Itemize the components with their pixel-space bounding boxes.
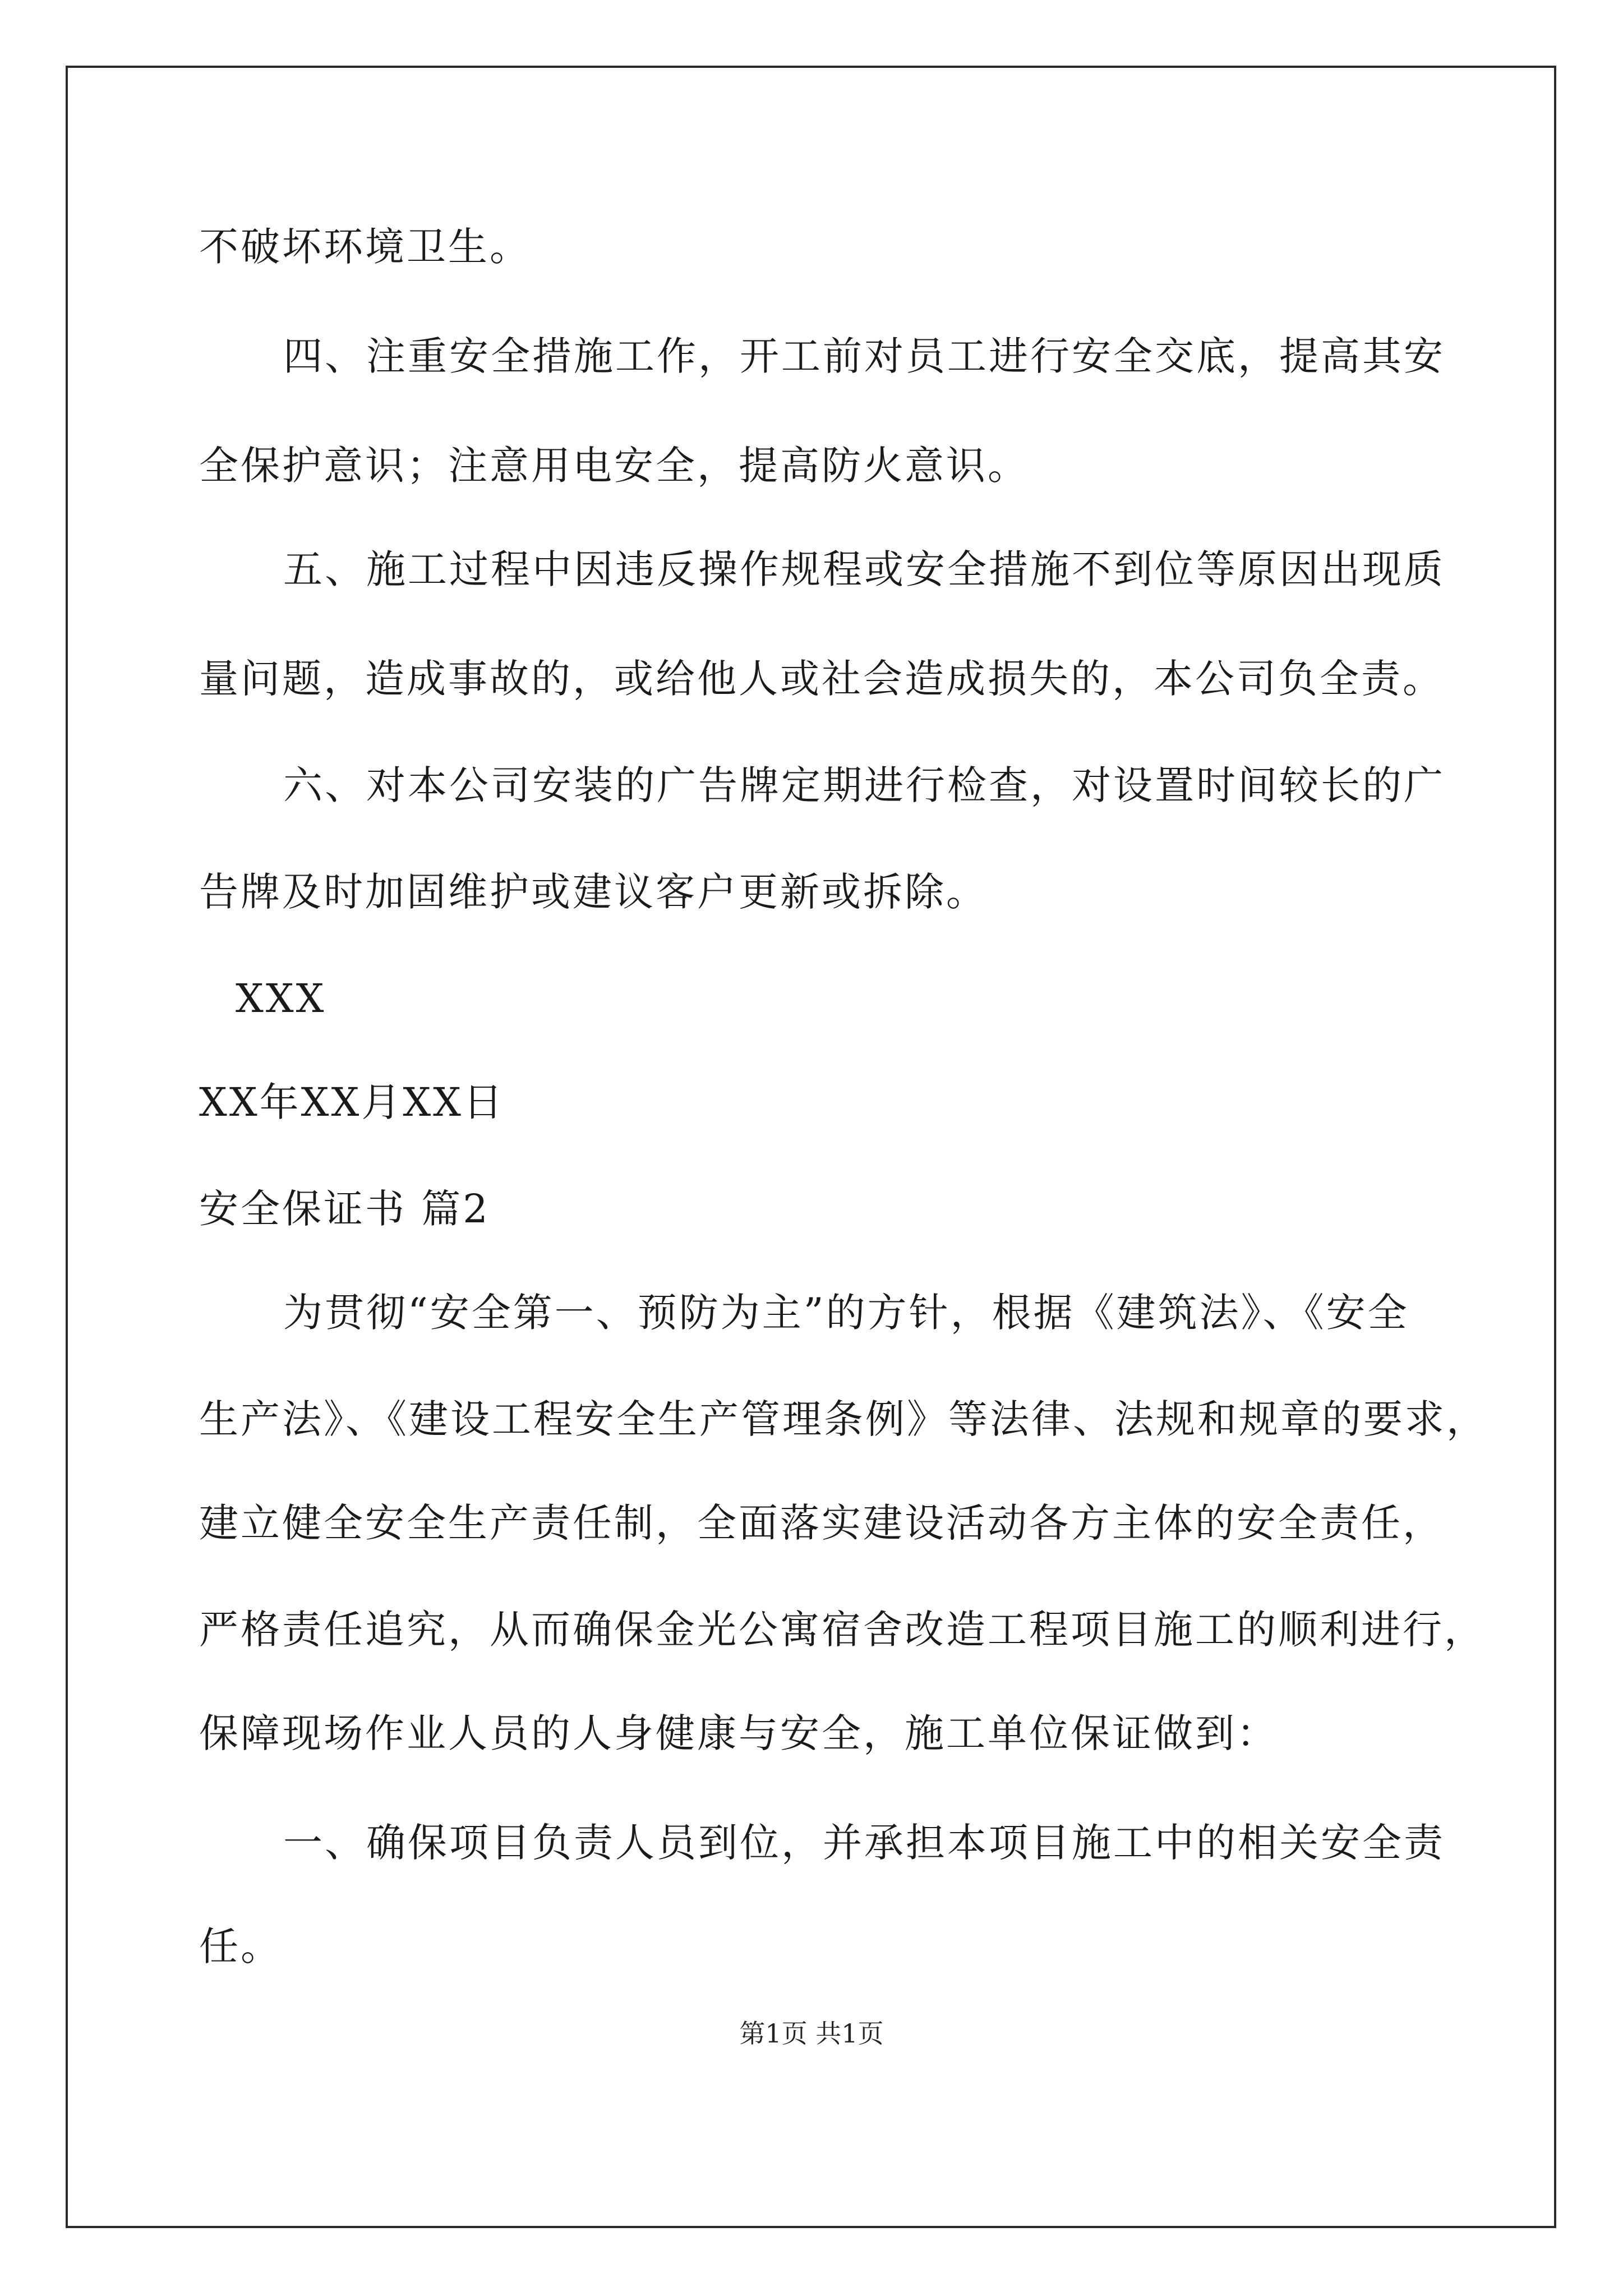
signature-name: XXX [236,976,326,1022]
paragraph-line: 任。 [199,1924,282,1970]
paragraph-line: 一、确保项目负责人员到位，并承担本项目施工中的相关安全责 [283,1820,1445,1866]
paragraph-line: 为贯彻“安全第一、预防为主”的方针，根据《建筑法》、《安全 [283,1290,1409,1336]
paragraph-line: 保障现场作业人员的人身健康与安全，施工单位保证做到： [199,1710,1278,1756]
paragraph-line: 六、对本公司安装的广告牌定期进行检查，对设置时间较长的广 [283,762,1445,808]
paragraph-line: 全保护意识；注意用电安全，提高防火意识。 [199,443,1029,489]
page-footer: 第1页 共1页 [739,2018,884,2049]
paragraph-line: 严格责任追究，从而确保金光公寓宿舍改造工程项目施工的顺利进行， [199,1607,1486,1653]
paragraph-line: 不破坏环境卫生。 [199,224,531,270]
signature-date: XX年XX月XX日 [199,1079,505,1125]
paragraph-line: 量问题，造成事故的，或给他人或社会造成损失的，本公司负全责。 [199,656,1444,702]
paragraph-line: 四、注重安全措施工作，开工前对员工进行安全交底，提高其安 [283,333,1445,379]
page-border [66,66,1556,2228]
section-heading: 安全保证书 篇2 [199,1186,490,1232]
paragraph-line: 建立健全安全生产责任制，全面落实建设活动各方主体的安全责任， [199,1500,1444,1546]
paragraph-line: 五、施工过程中因违反操作规程或安全措施不到位等原因出现质 [283,546,1445,592]
paragraph-line: 告牌及时加固维护或建议客户更新或拆除。 [199,869,988,915]
paragraph-line: 生产法》、《建设工程安全生产管理条例》等法律、法规和规章的要求， [199,1396,1488,1442]
